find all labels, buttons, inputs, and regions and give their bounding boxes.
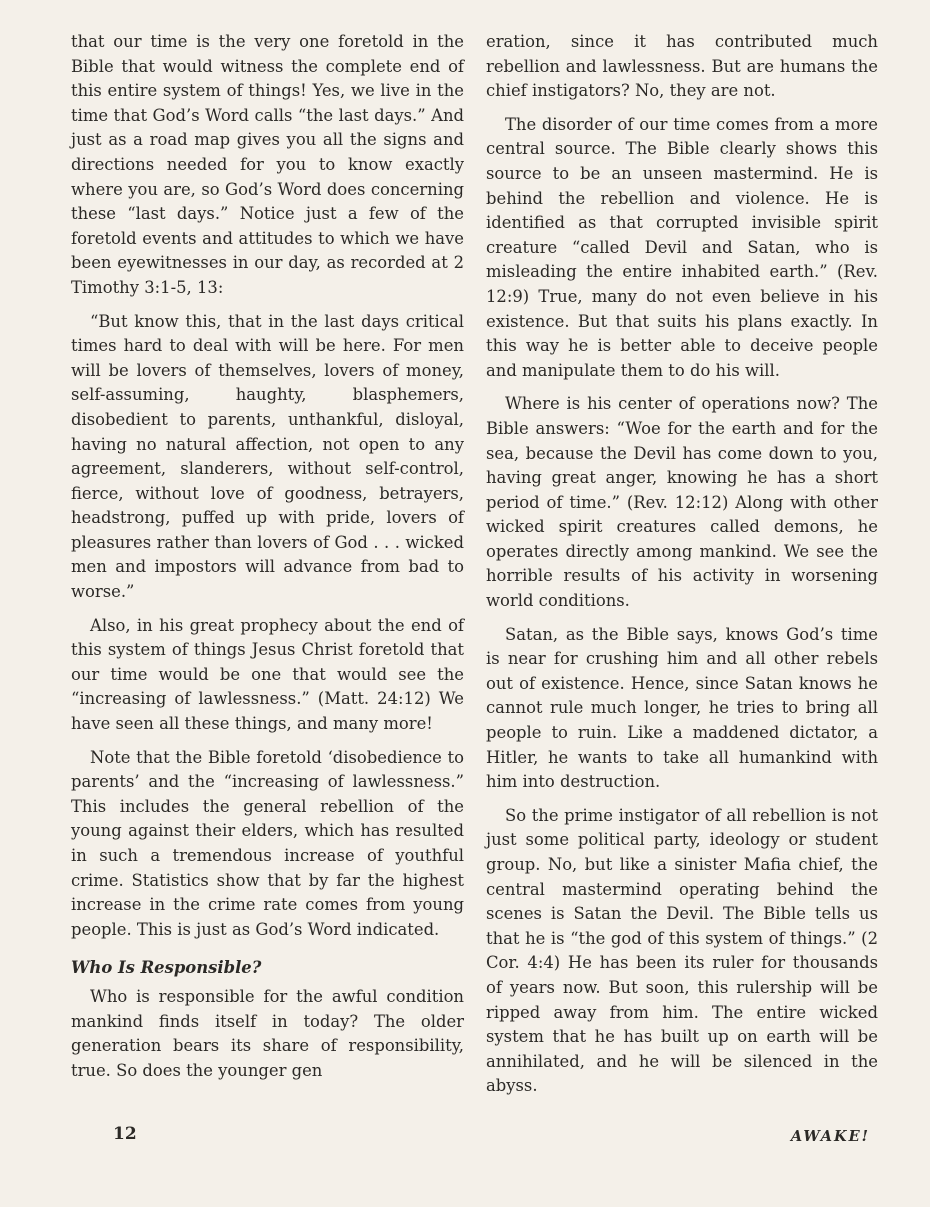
left-column bbox=[71, 30, 464, 1092]
paragraph: eration, since it has contributed much rebellion and lawlessness. But are humans the chief instigators? No, they are not. bbox=[486, 32, 878, 101]
paragraph: The disorder of our time comes from a more central source. The Bible clearly shows this source to be an unseen mastermind. He is behind the rebellion and violence. He is identified as that corrupted invisible spirit creature “called Devil and Satan, who is misleading the entire inhabited earth.” (Rev. 12:9) True, many do not even believe in his existence. But that suits his plans exactly. In this way he is better able to deceive people and manipulate them to do his will. bbox=[486, 114, 878, 380]
paragraph: Who is responsible for the awful condition mankind finds itself in today? The older generation bears its share of responsibility, true. So does the younger gen bbox=[71, 986, 464, 1080]
magazine-title: AWAKE! bbox=[790, 1128, 870, 1145]
paragraph: “But know this, that in the last days critical times hard to deal with will be here. For men will be lovers of themselves, lovers of money, self-assuming, haughty, blasphemers, disobedient to parents, unthankful, disloyal, having no natural affection, not open to any agreement, slanderers, without self-control, fierce, without love of goodness, betrayers, headstrong, puffed up with pride, lovers of pleasures rather than lovers of God . . . wicked men and impostors will advance from bad to worse.” bbox=[71, 311, 464, 602]
paragraph: that our time is the very one foretold in the Bible that would witness the complete end of this entire system of things! Yes, we live in the time that God’s Word calls “the last days.” And just as a road map gives you all the signs and directions needed for you to know exactly where you are, so God’s Word does concerning these “last days.” Notice just a few of the foretold events and attitudes to which we have been eyewitnesses in our day, as recorded at 2 Timothy 3:1-5, 13: bbox=[71, 32, 464, 297]
paragraph: Also, in his great prophecy about the end of this system of things Jesus Christ foretold that our time would be one that would see the “increasing of lawlessness.” (Matt. 24:12) We have seen all these things, and many more! bbox=[71, 615, 464, 734]
section-subheading: Who Is Responsible? bbox=[71, 958, 262, 978]
paragraph: Where is his center of operations now? The Bible answers: “Woe for the earth and for the sea, because the Devil has come down to you, having great anger, knowing he has a short period of time.” (Rev. 12:12) Along with other wicked spirit creatures called demons, he operates directly among mankind. We see the horrible results of his activity in worsening world conditions. bbox=[486, 394, 878, 611]
paragraph: Note that the Bible foretold ‘disobedience to parents’ and the “increasing of lawlessness.” This includes the general rebellion of the young against their elders, which has resulted in such a tremendous increase of youthful crime. Statistics show that by far the highest increase in the crime rate comes from young people. This is just as God’s Word indicated. bbox=[71, 747, 464, 939]
paragraph: So the prime instigator of all rebellion is not just some political party, ideology or student group. No, but like a sinister Mafia chief, the central mastermind operating behind the scenes is Satan the Devil. The Bible tells us that he is “the god of this system of things.” (2 Cor. 4:4) He has been its ruler for thousands of years now. But soon, this rulership will be ripped away from him. The entire wicked system that he has built up on earth will be annihilated, and he will be silenced in the abyss. bbox=[486, 805, 878, 1096]
right-column bbox=[486, 30, 878, 1108]
page-number: 12 bbox=[113, 1124, 137, 1144]
paragraph: Satan, as the Bible says, knows God’s time is near for crushing him and all other rebels out of existence. Hence, since Satan knows he cannot rule much longer, he tries to bring all people to ruin. Like a maddened dictator, a Hitler, he wants to take all humankind with him into destruction. bbox=[486, 624, 878, 792]
